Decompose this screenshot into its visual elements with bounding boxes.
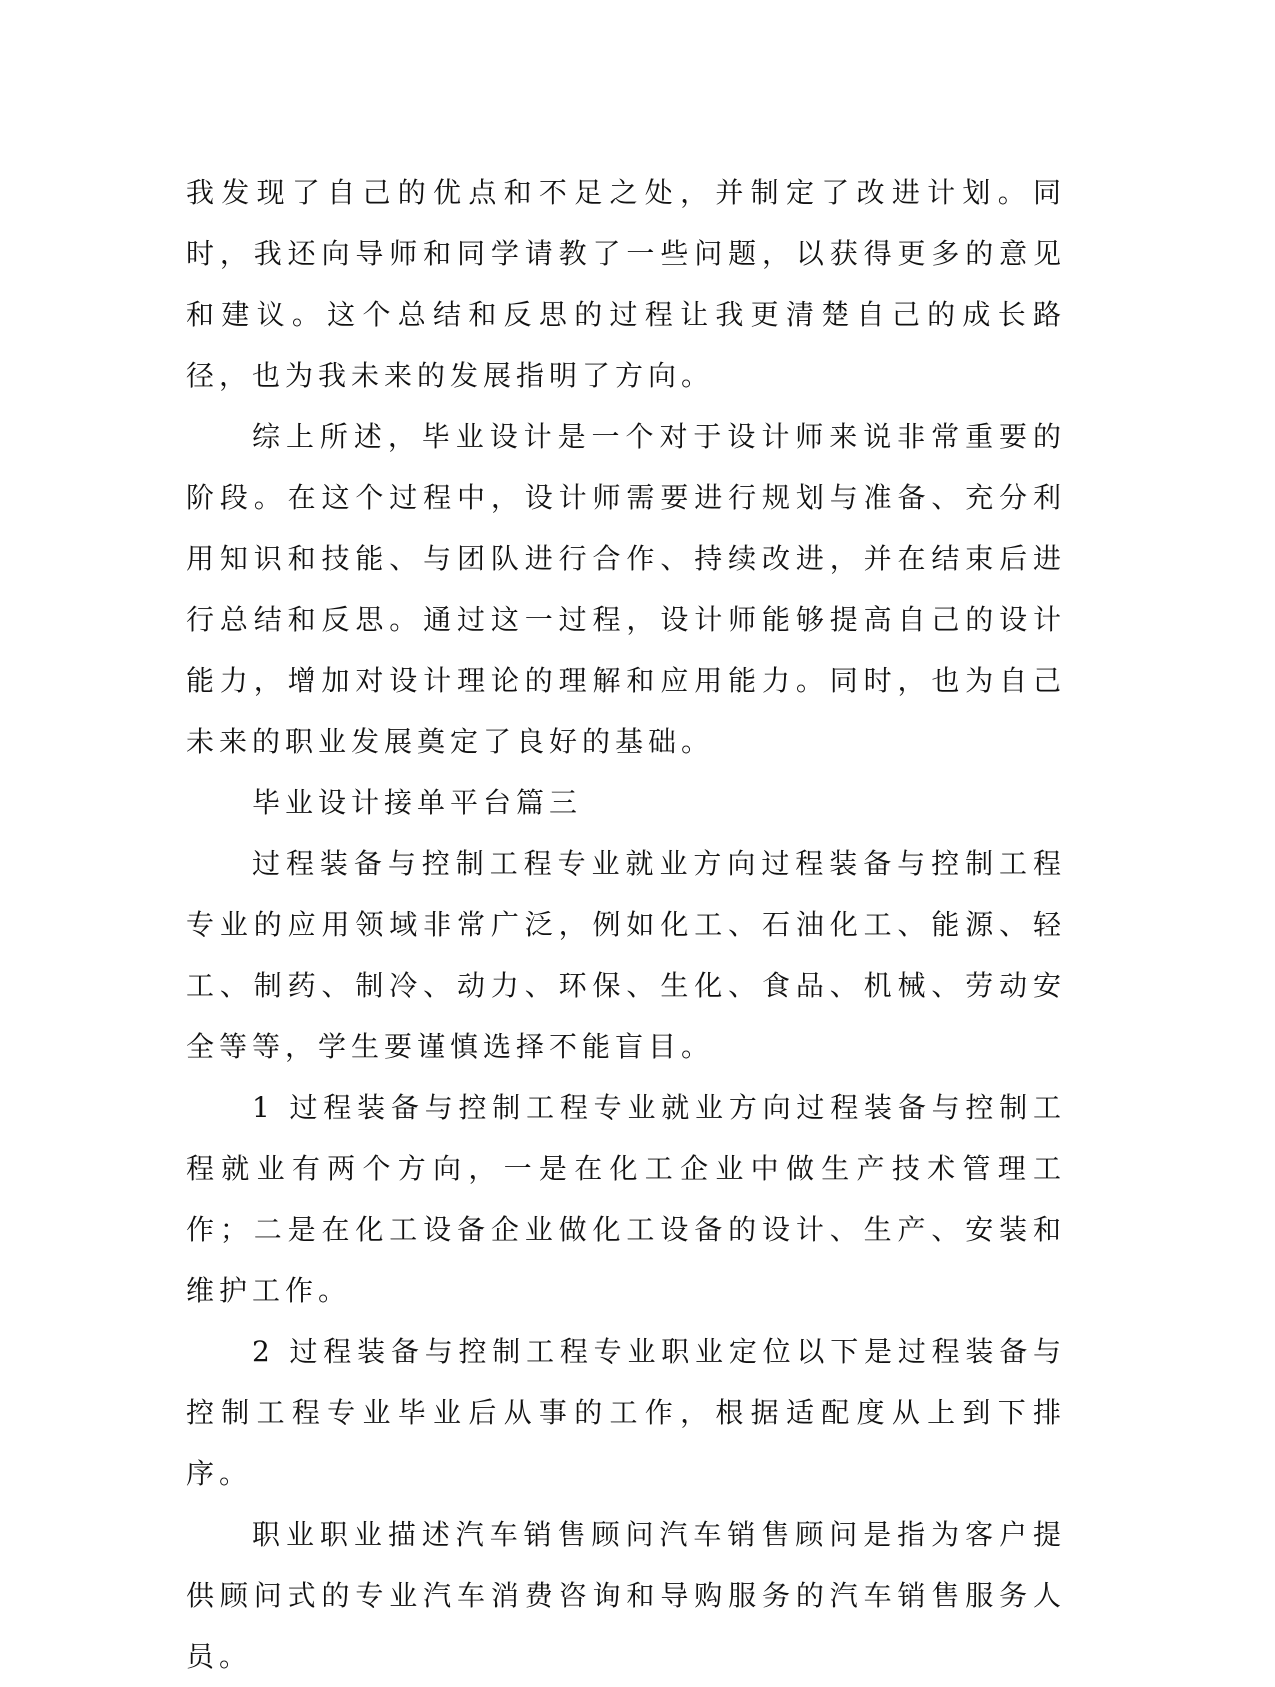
document-body — [186, 162, 1066, 1687]
section-heading: 毕业设计接单平台篇三 — [252, 786, 583, 819]
paragraph-item-2: 2 过程装备与控制工程专业职业定位以下是过程装备与控制工程专业毕业后从事的工作，根据适配度从上到下排序。 — [186, 1335, 1066, 1490]
paragraph-job-description: 职业职业描述汽车销售顾问汽车销售顾问是指为客户提供顾问式的专业汽车消费咨询和导购服务的汽车销售服务人员。 — [186, 1518, 1066, 1673]
paragraph-intro: 过程装备与控制工程专业就业方向过程装备与控制工程专业的应用领域非常广泛，例如化工、石油化工、能源、轻工、制药、制冷、动力、环保、生化、食品、机械、劳动安全等等，学生要谨慎选择不能盲目。 — [186, 847, 1066, 1063]
paragraph-summary: 综上所述，毕业设计是一个对于设计师来说非常重要的阶段。在这个过程中，设计师需要进行规划与准备、充分利用知识和技能、与团队进行合作、持续改进，并在结束后进行总结和反思。通过这一过程，设计师能够提高自己的设计能力，增加对设计理论的理解和应用能力。同时，也为自己未来的职业发展奠定了良好的基础。 — [186, 420, 1066, 758]
paragraph-continuation: 我发现了自己的优点和不足之处，并制定了改进计划。同时，我还向导师和同学请教了一些问题，以获得更多的意见和建议。这个总结和反思的过程让我更清楚自己的成长路径，也为我未来的发展指明了方向。 — [186, 176, 1066, 392]
paragraph-item-1: 1 过程装备与控制工程专业就业方向过程装备与控制工程就业有两个方向，一是在化工企业中做生产技术管理工作；二是在化工设备企业做化工设备的设计、生产、安装和维护工作。 — [186, 1091, 1066, 1307]
